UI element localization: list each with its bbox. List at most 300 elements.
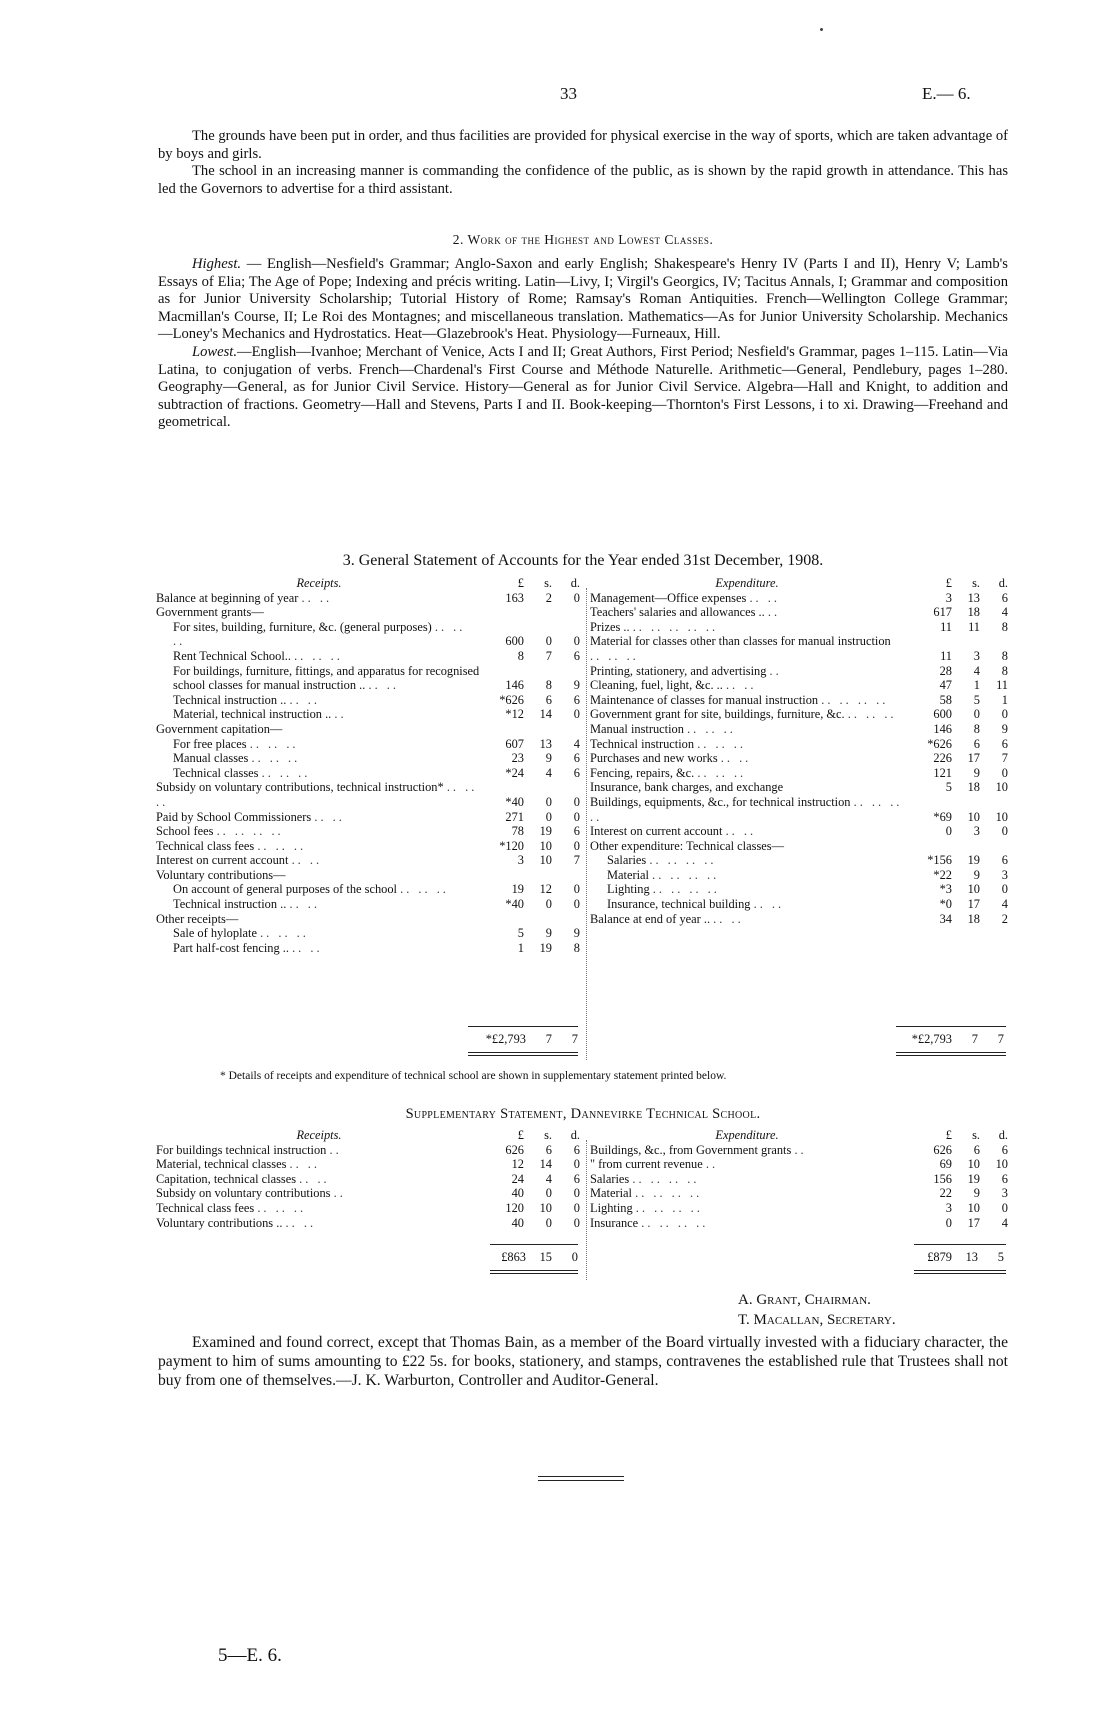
pence-cell: [980, 839, 1008, 854]
pence-cell: 0: [1001, 707, 1008, 722]
leader-dots: .. .. ..: [257, 838, 307, 853]
shillings-cell: 0: [545, 897, 552, 912]
account-row: [590, 1201, 1008, 1216]
pence-cell: 7: [1001, 751, 1008, 766]
row-label-text: For buildings technical instruction: [156, 1142, 327, 1157]
pounds-cell: *22: [933, 867, 952, 882]
expenditure-label: Expenditure.: [715, 576, 779, 590]
row-label: [156, 853, 482, 868]
pence-cell: 6: [573, 1171, 580, 1186]
account-row: [156, 722, 580, 737]
leader-dots: .. ..: [292, 940, 323, 955]
leader-dots: .. .. ..: [156, 780, 478, 809]
account-row: [156, 605, 580, 620]
sup-receipts-double-rule: [490, 1270, 578, 1271]
pounds-cell: 28: [939, 663, 952, 678]
shillings-header: s.: [544, 1128, 552, 1142]
shillings-cell: 0: [545, 1215, 552, 1230]
row-label: [590, 1143, 904, 1158]
leader-dots: .. ..: [289, 692, 320, 707]
shillings-cell: [524, 605, 552, 620]
row-label: [156, 620, 482, 649]
pence-header: d.: [570, 576, 580, 590]
row-label-text: For free places: [173, 736, 247, 751]
account-row: [156, 868, 580, 883]
account-row: [590, 1172, 1008, 1187]
pence-cell: 9: [573, 926, 580, 941]
receipts-double-rule: [468, 1055, 578, 1056]
account-row: [590, 912, 1008, 927]
closing-rule: [538, 1480, 624, 1481]
pounds-cell: 607: [505, 736, 524, 751]
account-row: [590, 751, 1008, 766]
account-row: [156, 649, 580, 664]
auditor-statement-text: Examined and found correct, except that Thomas Bain, as a member of the Board virtually invested with a fiduciary character, the payment to him of sums amounting to £22 5s. for books, stationery, and stamps, contravenes the established rule that Trustees shall not buy from one of themselves.—J. K. Warburton, Controller and Auditor-General.: [158, 1334, 1008, 1389]
shillings-header: s.: [972, 576, 980, 590]
sup-receipts-total-rule: [490, 1244, 578, 1245]
total-shillings: 7: [545, 1032, 552, 1046]
shillings-cell: 19: [539, 824, 552, 839]
pence-cell: 9: [573, 678, 580, 693]
pence-cell: 0: [1001, 1200, 1008, 1215]
row-label: [156, 1201, 482, 1216]
lowest-label: Lowest.: [192, 343, 238, 360]
row-label-text: Subsidy on voluntary contributions: [156, 1186, 331, 1201]
shillings-cell: [952, 839, 980, 854]
pounds-cell: [482, 605, 524, 620]
row-label-text: Insurance, technical building: [607, 897, 751, 912]
pence-cell: 6: [573, 751, 580, 766]
account-row: [590, 1143, 1008, 1158]
row-label-text: Purchases and new works: [590, 751, 718, 766]
shillings-cell: 10: [967, 1200, 980, 1215]
shillings-cell: 4: [973, 663, 980, 678]
general-receipts-table: [156, 576, 580, 955]
shillings-cell: 0: [973, 707, 980, 722]
row-label: [156, 810, 482, 825]
pence-cell: 8: [1001, 619, 1008, 634]
pence-cell: 4: [1001, 897, 1008, 912]
pence-cell: 0: [573, 838, 580, 853]
row-label-text: " from current revenue: [590, 1157, 703, 1172]
shillings-cell: 10: [967, 1157, 980, 1172]
pounds-cell: 0: [945, 1215, 952, 1230]
shillings-header: s.: [972, 1128, 980, 1142]
lowest-class-paragraph: [158, 344, 1008, 432]
leader-dots: .. ..: [314, 809, 345, 824]
row-label-text: Cleaning, fuel, light, &c. ..: [590, 678, 723, 693]
leader-dots: ..: [767, 605, 781, 620]
leader-dots: ..: [794, 1142, 807, 1157]
pounds-cell: 5: [517, 926, 524, 941]
row-label-text: Manual instruction: [590, 721, 684, 736]
total-pence: 5: [997, 1250, 1004, 1264]
pence-cell: 0: [573, 1200, 580, 1215]
leader-dots: .. .. ..: [590, 648, 639, 663]
leader-dots: .. .. ..: [260, 926, 309, 941]
account-row: [156, 941, 580, 956]
total-pounds: *£2,793: [485, 1032, 526, 1046]
row-label: [590, 766, 904, 781]
row-label-text: Government grants—: [156, 605, 264, 620]
pounds-header: £: [517, 1128, 524, 1142]
pounds-cell: 3: [517, 853, 524, 868]
pounds-cell: *24: [505, 765, 524, 780]
pence-cell: 9: [1001, 721, 1008, 736]
pence-cell: 3: [1001, 1186, 1008, 1201]
pence-cell: 6: [1001, 1142, 1008, 1157]
leader-dots: .. ..: [299, 1171, 330, 1186]
account-row: [590, 780, 1008, 795]
leader-dots: .. ..: [301, 590, 333, 605]
shillings-cell: 10: [967, 809, 980, 824]
pounds-cell: *120: [499, 838, 524, 853]
sup-expenditure-double-rule: [914, 1270, 1006, 1271]
supplementary-heading: Supplementary Statement, Dannevirke Technical School.: [405, 1106, 761, 1122]
leader-dots: .. ..: [368, 678, 399, 693]
sup-expenditure-total-rule: [914, 1244, 1006, 1245]
row-label: [590, 664, 904, 679]
pounds-cell: 146: [505, 678, 524, 693]
leader-dots: ..: [334, 707, 347, 722]
row-label-text: For buildings, furniture, fittings, and apparatus for recognised school classes for manual instruction ..: [173, 663, 480, 693]
leader-dots: .. ..: [289, 897, 320, 912]
leader-dots: ..: [705, 1157, 719, 1172]
shillings-cell: 6: [545, 1142, 552, 1157]
supplementary-expenditure-table: [590, 1128, 1008, 1230]
row-label: [590, 634, 904, 663]
pounds-cell: 5: [945, 780, 952, 795]
row-label-text: Technical instruction: [590, 736, 695, 751]
pounds-cell: 617: [933, 605, 952, 620]
pence-cell: 0: [573, 882, 580, 897]
pence-cell: 0: [573, 1215, 580, 1230]
pounds-cell: 69: [939, 1157, 952, 1172]
shillings-cell: 9: [973, 867, 980, 882]
pounds-cell: *626: [499, 692, 524, 707]
pounds-cell: 58: [939, 692, 952, 707]
pounds-cell: 22: [939, 1186, 952, 1201]
pounds-cell: *0: [939, 897, 952, 912]
shillings-cell: 14: [539, 707, 552, 722]
shillings-cell: 17: [967, 1215, 980, 1230]
leader-dots: ..: [329, 1142, 342, 1157]
row-label: [156, 941, 482, 956]
account-row: [156, 1216, 580, 1231]
row-label-text: Maintenance of classes for manual instruction: [590, 692, 819, 707]
leader-dots: .. ..: [291, 853, 323, 868]
pounds-cell: 163: [505, 590, 524, 605]
account-row: [590, 897, 1008, 912]
total-shillings: 7: [971, 1032, 978, 1046]
account-row: [590, 620, 1008, 635]
row-label: [156, 707, 482, 722]
shillings-cell: [524, 722, 552, 737]
account-row: [156, 1143, 580, 1158]
row-label: [590, 722, 904, 737]
row-label-text: Salaries: [607, 853, 647, 868]
account-row: [156, 1186, 580, 1201]
document-code: E.— 6.: [922, 84, 971, 103]
leader-dots: .. .. .. ..: [649, 853, 717, 868]
account-row: [156, 912, 580, 927]
pounds-cell: 271: [505, 809, 524, 824]
row-label: [156, 1172, 482, 1187]
shillings-cell: 12: [539, 882, 552, 897]
leader-dots: .. ..: [753, 897, 785, 912]
pounds-cell: [482, 912, 524, 927]
pence-cell: 6: [573, 824, 580, 839]
leader-dots: .. ..: [749, 590, 780, 605]
shillings-cell: 8: [545, 678, 552, 693]
account-row: [590, 664, 1008, 679]
pounds-cell: 40: [511, 1215, 524, 1230]
pounds-cell: 146: [933, 721, 952, 736]
account-row: [590, 868, 1008, 883]
pence-cell: 6: [1001, 590, 1008, 605]
shillings-cell: 19: [967, 1171, 980, 1186]
expenditure-total: [890, 1032, 1006, 1047]
account-row: [156, 1157, 580, 1172]
shillings-cell: 3: [973, 648, 980, 663]
pence-cell: [552, 605, 580, 620]
shillings-cell: 10: [539, 1200, 552, 1215]
section-2-body: [158, 256, 1008, 432]
account-row: [156, 853, 580, 868]
highest-label: Highest.: [192, 256, 242, 272]
pence-cell: 4: [1001, 1215, 1008, 1230]
row-label: [590, 751, 904, 766]
closing-rule: [538, 1476, 624, 1477]
pence-cell: 4: [1001, 605, 1008, 620]
pounds-cell: 11: [940, 648, 952, 663]
column-divider: [586, 588, 587, 1060]
row-label-text: Management—Office expenses: [590, 590, 747, 605]
leader-dots: .. .. ..: [697, 736, 746, 751]
row-label-text: Technical instruction ..: [173, 692, 287, 707]
row-label-text: Technical classes: [173, 765, 259, 780]
shillings-cell: 11: [968, 619, 980, 634]
shillings-cell: 13: [967, 590, 980, 605]
pence-cell: 6: [1001, 1171, 1008, 1186]
pence-cell: 0: [573, 897, 580, 912]
shillings-cell: 7: [545, 648, 552, 663]
pence-cell: 4: [573, 736, 580, 751]
account-row: [156, 780, 580, 809]
pence-cell: 0: [573, 809, 580, 824]
leader-dots: .. .. .. ..: [635, 1200, 703, 1215]
shillings-cell: 14: [539, 1157, 552, 1172]
leader-dots: .. ..: [725, 678, 757, 693]
row-label: [156, 737, 482, 752]
leader-dots: .. .. ..: [261, 765, 311, 780]
row-label-text: Rent Technical School..: [173, 648, 291, 663]
row-label-text: Government capitation—: [156, 721, 283, 736]
pounds-header: £: [945, 576, 952, 590]
pence-cell: 10: [995, 1157, 1008, 1172]
pounds-cell: 47: [939, 678, 952, 693]
secretary-signature: T. Macallan, Secretary.: [738, 1312, 896, 1328]
account-row: [590, 722, 1008, 737]
account-row: [156, 926, 580, 941]
sup-expenditure-double-rule: [914, 1273, 1006, 1274]
pence-cell: 6: [573, 1142, 580, 1157]
leader-dots: .. .. .. .. ..: [632, 619, 719, 634]
row-label-text: Material for classes other than classes for manual instruction: [590, 634, 891, 649]
row-label-text: Buildings, equipments, &c., for technical instruction: [590, 794, 851, 809]
receipts-total-rule: [468, 1026, 578, 1027]
shillings-header: s.: [544, 576, 552, 590]
pence-cell: 8: [1001, 663, 1008, 678]
total-pounds: £879: [927, 1250, 952, 1264]
account-row: [156, 737, 580, 752]
pounds-cell: 19: [511, 882, 524, 897]
row-label: [590, 1201, 904, 1216]
account-row: [590, 1157, 1008, 1172]
pence-cell: 10: [995, 780, 1008, 795]
total-pounds: £863: [501, 1250, 526, 1264]
row-label-text: Material, technical instruction ..: [173, 707, 332, 722]
row-label-text: For sites, building, furniture, &c. (general purposes): [173, 619, 432, 634]
print-speck: [820, 28, 823, 31]
row-label-text: Material, technical classes: [156, 1157, 287, 1172]
leader-dots: .. .. .. ..: [641, 1215, 709, 1230]
row-label: [156, 766, 482, 781]
pence-cell: 0: [573, 590, 580, 605]
total-pence: 7: [571, 1032, 578, 1046]
leader-dots: .. .. .. ..: [821, 692, 889, 707]
total-pounds: *£2,793: [911, 1032, 952, 1046]
pounds-cell: 226: [933, 751, 952, 766]
row-label: [156, 751, 482, 766]
receipts-double-rule: [468, 1052, 578, 1053]
shillings-cell: 1: [973, 678, 980, 693]
shillings-cell: 9: [973, 765, 980, 780]
row-label-text: Other expenditure: Technical classes—: [590, 838, 784, 853]
total-shillings: 15: [539, 1250, 552, 1264]
pence-cell: 0: [573, 634, 580, 649]
row-label: [156, 649, 482, 664]
leader-dots: .. .. .. ..: [216, 824, 284, 839]
shillings-cell: 9: [545, 751, 552, 766]
leader-dots: .. .. .. ..: [635, 1186, 703, 1201]
row-label: [590, 824, 904, 839]
shillings-cell: 0: [545, 809, 552, 824]
lowest-text: —English—Ivanhoe; Merchant of Venice, Acts I and II; Great Authors, First Period; Nesfield's Grammar, pages 1–115. Latin—Via Latina, to conjugation of verbs. French—Chardenal's First Course and Méthode Naturelle. Arithmetic—General, Pendlebury, pages 1–280. Geography—General, as for Junior Civil Service. History—General as for Junior Civil Service. Algebra—Hall and Knight, to addition and subtraction of fractions. Geometry—Hall and Stevens, Parts I and II. Book-keeping—Thornton's First Lessons, i to xi. Drawing—Freehand and geometrical.: [158, 343, 1008, 431]
row-label-text: Sale of hyloplate: [173, 926, 257, 941]
sup-receipts-double-rule: [490, 1273, 578, 1274]
row-label: [156, 1186, 482, 1201]
total-pence: 0: [571, 1250, 578, 1264]
row-label: [156, 839, 482, 854]
shillings-cell: 10: [539, 838, 552, 853]
row-label: [590, 693, 904, 708]
pounds-cell: 626: [505, 1142, 524, 1157]
account-row: [590, 795, 1008, 824]
leader-dots: .. ..: [285, 1215, 317, 1230]
shillings-cell: 0: [545, 794, 552, 809]
shillings-cell: 17: [967, 751, 980, 766]
pounds-cell: 24: [511, 1171, 524, 1186]
row-label-text: Subsidy on voluntary contributions, technical instruction*: [156, 780, 444, 795]
pounds-cell: [482, 868, 524, 883]
row-label: [590, 605, 904, 620]
pounds-cell: *626: [927, 736, 952, 751]
row-label-text: Salaries: [590, 1171, 630, 1186]
pence-cell: 6: [1001, 736, 1008, 751]
leader-dots: .. ..: [713, 911, 744, 926]
row-label: [590, 882, 904, 897]
shillings-cell: 10: [539, 853, 552, 868]
shillings-cell: 18: [967, 780, 980, 795]
pounds-cell: 34: [939, 911, 952, 926]
row-label-text: Voluntary contributions—: [156, 867, 286, 882]
account-row: [156, 707, 580, 722]
account-row: [156, 810, 580, 825]
pence-cell: [552, 912, 580, 927]
leader-dots: .. .. ..: [697, 765, 747, 780]
row-label: [156, 664, 482, 693]
pence-header: d.: [998, 1128, 1008, 1142]
pounds-cell: 3: [945, 1200, 952, 1215]
row-label-text: Technical instruction ..: [173, 897, 287, 912]
row-label-text: Capitation, technical classes: [156, 1171, 297, 1186]
row-label: [590, 868, 904, 883]
row-label: [590, 897, 904, 912]
pounds-cell: 23: [511, 751, 524, 766]
row-label-text: Printing, stationery, and advertising: [590, 663, 767, 678]
row-label-text: Buildings, &c., from Government grants: [590, 1142, 792, 1157]
row-label: [156, 897, 482, 912]
pounds-cell: *69: [933, 809, 952, 824]
row-label-text: Technical class fees: [156, 838, 255, 853]
shillings-cell: 2: [545, 590, 552, 605]
column-divider: [586, 1140, 587, 1280]
row-label: [590, 591, 904, 606]
account-row: [590, 824, 1008, 839]
pence-cell: 6: [573, 692, 580, 707]
pence-cell: 8: [1001, 648, 1008, 663]
shillings-cell: 6: [545, 692, 552, 707]
account-row: [156, 664, 580, 693]
pence-cell: 0: [573, 1157, 580, 1172]
row-label-text: On account of general purposes of the school: [173, 882, 397, 897]
row-label-text: Part half-cost fencing ..: [173, 940, 289, 955]
account-row: [590, 737, 1008, 752]
row-label-text: School fees: [156, 824, 214, 839]
row-label: [156, 1157, 482, 1172]
row-label-text: Material: [590, 1186, 632, 1201]
leader-dots: .. .. .. ..: [652, 882, 720, 897]
account-row: [590, 634, 1008, 663]
pence-header: d.: [998, 576, 1008, 590]
shillings-cell: 18: [967, 605, 980, 620]
leader-dots: .. .. .. ..: [590, 794, 903, 824]
row-label: [590, 912, 904, 927]
row-label: [156, 882, 482, 897]
shillings-cell: 6: [973, 1142, 980, 1157]
leader-dots: .. .. ..: [687, 721, 736, 736]
receipts-label: Receipts.: [296, 1128, 342, 1142]
pence-cell: 0: [573, 1186, 580, 1201]
pounds-cell: 120: [505, 1200, 524, 1215]
pounds-cell: 11: [940, 619, 952, 634]
row-label: [590, 780, 904, 795]
shillings-cell: 3: [973, 824, 980, 839]
shillings-cell: 17: [967, 897, 980, 912]
leader-dots: .. .. ..: [249, 736, 299, 751]
pence-cell: 10: [995, 809, 1008, 824]
